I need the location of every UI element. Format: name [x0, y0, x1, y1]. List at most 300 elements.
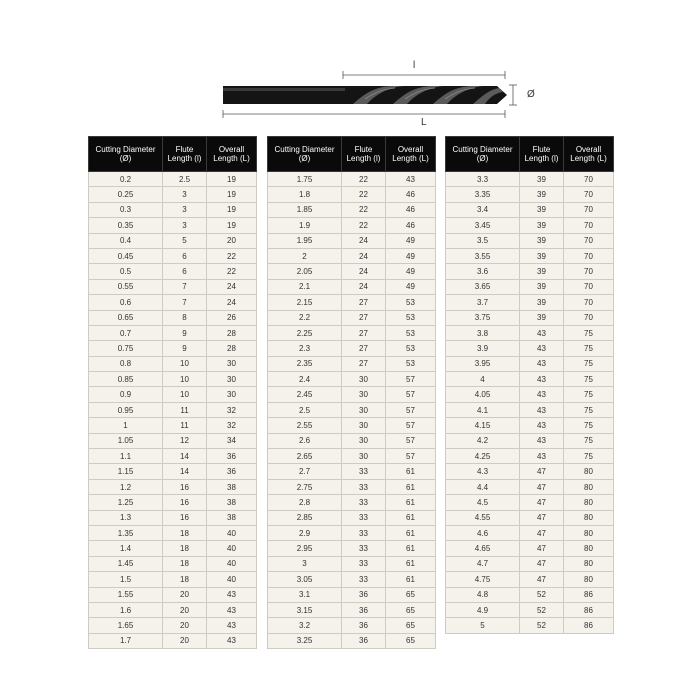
- cell-overall-length: 75: [564, 372, 614, 387]
- cell-overall-length: 43: [207, 587, 257, 602]
- cell-overall-length: 80: [564, 464, 614, 479]
- cell-overall-length: 75: [564, 433, 614, 448]
- cell-cutting-diameter: 0.4: [89, 233, 163, 248]
- table-row: [89, 479, 257, 494]
- header-overall-length: Overall Length (L): [564, 137, 614, 172]
- table-row: [268, 356, 436, 371]
- cell-flute-length: 33: [342, 525, 386, 540]
- cell-overall-length: 36: [207, 464, 257, 479]
- cell-cutting-diameter: 4.55: [446, 510, 520, 525]
- cell-cutting-diameter: 2.1: [268, 279, 342, 294]
- cell-overall-length: 65: [386, 633, 436, 648]
- cell-overall-length: 70: [564, 295, 614, 310]
- table-row: [446, 556, 614, 571]
- cell-overall-length: 46: [386, 218, 436, 233]
- cell-flute-length: 36: [342, 618, 386, 633]
- cell-cutting-diameter: 2.8: [268, 495, 342, 510]
- cell-overall-length: 57: [386, 449, 436, 464]
- cell-flute-length: 33: [342, 572, 386, 587]
- cell-overall-length: 57: [386, 402, 436, 417]
- cell-cutting-diameter: 0.3: [89, 202, 163, 217]
- cell-cutting-diameter: 4.2: [446, 433, 520, 448]
- cell-flute-length: 18: [163, 556, 207, 571]
- cell-flute-length: 30: [342, 449, 386, 464]
- cell-overall-length: 57: [386, 433, 436, 448]
- cell-flute-length: 18: [163, 541, 207, 556]
- cell-cutting-diameter: 4.4: [446, 479, 520, 494]
- cell-cutting-diameter: 0.8: [89, 356, 163, 371]
- table-row: [446, 341, 614, 356]
- table-row: [89, 279, 257, 294]
- table-row: [446, 433, 614, 448]
- cell-flute-length: 3: [163, 202, 207, 217]
- cell-overall-length: 70: [564, 310, 614, 325]
- table-row: [89, 556, 257, 571]
- table-row: [268, 433, 436, 448]
- table-row: [89, 510, 257, 525]
- cell-overall-length: 34: [207, 433, 257, 448]
- cell-cutting-diameter: 0.9: [89, 387, 163, 402]
- cell-overall-length: 61: [386, 525, 436, 540]
- cell-cutting-diameter: 1.75: [268, 172, 342, 187]
- cell-cutting-diameter: 1.85: [268, 202, 342, 217]
- cell-flute-length: 27: [342, 295, 386, 310]
- table-row: [446, 541, 614, 556]
- cell-flute-length: 43: [520, 372, 564, 387]
- cell-cutting-diameter: 4.9: [446, 602, 520, 617]
- table-row: [446, 587, 614, 602]
- cell-cutting-diameter: 1.45: [89, 556, 163, 571]
- cell-cutting-diameter: 0.35: [89, 218, 163, 233]
- cell-flute-length: 3: [163, 187, 207, 202]
- cell-cutting-diameter: 1.4: [89, 541, 163, 556]
- cell-overall-length: 75: [564, 387, 614, 402]
- cell-cutting-diameter: 2: [268, 248, 342, 263]
- cell-flute-length: 33: [342, 495, 386, 510]
- cell-cutting-diameter: 1.55: [89, 587, 163, 602]
- table-row: [446, 418, 614, 433]
- cell-flute-length: 6: [163, 248, 207, 263]
- cell-overall-length: 57: [386, 372, 436, 387]
- cell-overall-length: 61: [386, 510, 436, 525]
- cell-cutting-diameter: 2.55: [268, 418, 342, 433]
- cell-flute-length: 52: [520, 587, 564, 602]
- cell-overall-length: 86: [564, 618, 614, 633]
- cell-flute-length: 33: [342, 556, 386, 571]
- cell-cutting-diameter: 5: [446, 618, 520, 633]
- table-row: [446, 618, 614, 633]
- cell-cutting-diameter: 0.85: [89, 372, 163, 387]
- cell-cutting-diameter: 3.1: [268, 587, 342, 602]
- cell-flute-length: 27: [342, 325, 386, 340]
- table-row: [446, 372, 614, 387]
- table-row: [268, 449, 436, 464]
- table-row: [89, 387, 257, 402]
- cell-cutting-diameter: 0.45: [89, 248, 163, 263]
- cell-flute-length: 47: [520, 510, 564, 525]
- cell-overall-length: 53: [386, 356, 436, 371]
- table-row: [446, 187, 614, 202]
- cell-cutting-diameter: 3.7: [446, 295, 520, 310]
- cell-flute-length: 22: [342, 218, 386, 233]
- cell-overall-length: 65: [386, 618, 436, 633]
- cell-cutting-diameter: 2.25: [268, 325, 342, 340]
- table-body: [268, 172, 436, 649]
- cell-overall-length: 75: [564, 341, 614, 356]
- cell-flute-length: 22: [342, 172, 386, 187]
- cell-flute-length: 20: [163, 602, 207, 617]
- cell-overall-length: 57: [386, 387, 436, 402]
- cell-flute-length: 47: [520, 556, 564, 571]
- table-row: [89, 248, 257, 263]
- cell-flute-length: 24: [342, 264, 386, 279]
- cell-overall-length: 43: [207, 633, 257, 648]
- cell-flute-length: 39: [520, 279, 564, 294]
- cell-overall-length: 80: [564, 556, 614, 571]
- table-row: [89, 372, 257, 387]
- cell-cutting-diameter: 0.7: [89, 325, 163, 340]
- cell-flute-length: 10: [163, 387, 207, 402]
- cell-cutting-diameter: 4: [446, 372, 520, 387]
- table-row: [268, 233, 436, 248]
- table-row: [268, 418, 436, 433]
- cell-cutting-diameter: 3.15: [268, 602, 342, 617]
- table-row: [89, 541, 257, 556]
- cell-cutting-diameter: 1.7: [89, 633, 163, 648]
- cell-flute-length: 7: [163, 295, 207, 310]
- cell-cutting-diameter: 2.85: [268, 510, 342, 525]
- cell-cutting-diameter: 4.25: [446, 449, 520, 464]
- table-row: [89, 325, 257, 340]
- cell-overall-length: 70: [564, 279, 614, 294]
- table-row: [446, 202, 614, 217]
- cell-cutting-diameter: 3.8: [446, 325, 520, 340]
- header-cutting-diameter: Cutting Diameter (Ø): [268, 137, 342, 172]
- cell-cutting-diameter: 2.75: [268, 479, 342, 494]
- cell-flute-length: 10: [163, 356, 207, 371]
- cell-flute-length: 52: [520, 618, 564, 633]
- table-row: [89, 172, 257, 187]
- table-body: [446, 172, 614, 634]
- cell-flute-length: 9: [163, 325, 207, 340]
- cell-flute-length: 16: [163, 495, 207, 510]
- cell-cutting-diameter: 4.15: [446, 418, 520, 433]
- cell-cutting-diameter: 1.2: [89, 479, 163, 494]
- cell-flute-length: 27: [342, 356, 386, 371]
- cell-flute-length: 39: [520, 202, 564, 217]
- table-row: [446, 572, 614, 587]
- drill-bit-diagram: [215, 55, 545, 130]
- cell-flute-length: 18: [163, 572, 207, 587]
- table-row: [89, 218, 257, 233]
- table-row: [268, 618, 436, 633]
- cell-flute-length: 39: [520, 218, 564, 233]
- table-row: [268, 202, 436, 217]
- cell-cutting-diameter: 0.5: [89, 264, 163, 279]
- table-row: [89, 402, 257, 417]
- cell-cutting-diameter: 3: [268, 556, 342, 571]
- header-cutting-diameter: Cutting Diameter (Ø): [446, 137, 520, 172]
- cell-overall-length: 43: [207, 602, 257, 617]
- cell-overall-length: 24: [207, 279, 257, 294]
- header-overall-length: Overall Length (L): [207, 137, 257, 172]
- cell-flute-length: 33: [342, 464, 386, 479]
- table-row: [446, 602, 614, 617]
- header-cutting-diameter: Cutting Diameter (Ø): [89, 137, 163, 172]
- cell-flute-length: 20: [163, 618, 207, 633]
- table-header-row: [446, 137, 614, 172]
- table-row: [268, 541, 436, 556]
- header-flute-length: Flute Length (l): [520, 137, 564, 172]
- cell-cutting-diameter: 3.9: [446, 341, 520, 356]
- cell-flute-length: 39: [520, 295, 564, 310]
- cell-flute-length: 7: [163, 279, 207, 294]
- table-row: [446, 387, 614, 402]
- cell-cutting-diameter: 2.15: [268, 295, 342, 310]
- cell-flute-length: 47: [520, 479, 564, 494]
- table-row: [268, 279, 436, 294]
- cell-flute-length: 47: [520, 541, 564, 556]
- cell-flute-length: 27: [342, 341, 386, 356]
- table-row: [446, 264, 614, 279]
- cell-flute-length: 43: [520, 356, 564, 371]
- cell-flute-length: 14: [163, 464, 207, 479]
- cell-overall-length: 80: [564, 495, 614, 510]
- table-row: [446, 402, 614, 417]
- cell-cutting-diameter: 1.8: [268, 187, 342, 202]
- cell-flute-length: 33: [342, 541, 386, 556]
- cell-flute-length: 22: [342, 187, 386, 202]
- cell-overall-length: 70: [564, 172, 614, 187]
- cell-flute-length: 24: [342, 233, 386, 248]
- cell-cutting-diameter: 0.55: [89, 279, 163, 294]
- cell-overall-length: 70: [564, 233, 614, 248]
- table-row: [268, 248, 436, 263]
- cell-cutting-diameter: 2.7: [268, 464, 342, 479]
- cell-cutting-diameter: 1: [89, 418, 163, 433]
- table-row: [446, 525, 614, 540]
- table-row: [89, 433, 257, 448]
- size-table-3: [445, 136, 614, 634]
- cell-overall-length: 86: [564, 602, 614, 617]
- cell-overall-length: 70: [564, 264, 614, 279]
- cell-overall-length: 38: [207, 510, 257, 525]
- cell-cutting-diameter: 1.15: [89, 464, 163, 479]
- size-table-2: [267, 136, 436, 649]
- cell-cutting-diameter: 1.3: [89, 510, 163, 525]
- cell-cutting-diameter: 2.9: [268, 525, 342, 540]
- cell-cutting-diameter: 3.05: [268, 572, 342, 587]
- cell-flute-length: 11: [163, 402, 207, 417]
- cell-cutting-diameter: 2.05: [268, 264, 342, 279]
- cell-cutting-diameter: 2.3: [268, 341, 342, 356]
- cell-flute-length: 10: [163, 372, 207, 387]
- cell-cutting-diameter: 3.5: [446, 233, 520, 248]
- table-row: [268, 525, 436, 540]
- table-row: [446, 356, 614, 371]
- table-row: [89, 356, 257, 371]
- cell-overall-length: 61: [386, 495, 436, 510]
- cell-flute-length: 43: [520, 418, 564, 433]
- cell-cutting-diameter: 2.65: [268, 449, 342, 464]
- cell-overall-length: 46: [386, 187, 436, 202]
- table-row: [446, 495, 614, 510]
- table-row: [268, 341, 436, 356]
- cell-overall-length: 75: [564, 418, 614, 433]
- cell-cutting-diameter: 4.1: [446, 402, 520, 417]
- table-row: [268, 325, 436, 340]
- cell-cutting-diameter: 4.6: [446, 525, 520, 540]
- table-row: [89, 602, 257, 617]
- cell-cutting-diameter: 1.35: [89, 525, 163, 540]
- cell-overall-length: 53: [386, 341, 436, 356]
- table-row: [89, 341, 257, 356]
- table-row: [268, 372, 436, 387]
- cell-cutting-diameter: 3.6: [446, 264, 520, 279]
- table-row: [89, 187, 257, 202]
- cell-cutting-diameter: 3.95: [446, 356, 520, 371]
- cell-overall-length: 61: [386, 572, 436, 587]
- cell-overall-length: 40: [207, 572, 257, 587]
- cell-flute-length: 43: [520, 402, 564, 417]
- overall-length-label: L: [421, 117, 427, 128]
- cell-overall-length: 53: [386, 310, 436, 325]
- table-row: [89, 495, 257, 510]
- table-row: [89, 572, 257, 587]
- table-row: [446, 325, 614, 340]
- cell-overall-length: 70: [564, 187, 614, 202]
- cell-flute-length: 39: [520, 187, 564, 202]
- cell-flute-length: 20: [163, 633, 207, 648]
- cell-flute-length: 43: [520, 449, 564, 464]
- cell-overall-length: 53: [386, 325, 436, 340]
- table-row: [89, 464, 257, 479]
- cell-flute-length: 47: [520, 525, 564, 540]
- table-row: [89, 264, 257, 279]
- table-row: [268, 495, 436, 510]
- cell-cutting-diameter: 0.2: [89, 172, 163, 187]
- cell-flute-length: 12: [163, 433, 207, 448]
- cell-flute-length: 47: [520, 572, 564, 587]
- table-row: [268, 402, 436, 417]
- table-row: [268, 633, 436, 648]
- table-row: [268, 387, 436, 402]
- cell-overall-length: 32: [207, 402, 257, 417]
- cell-overall-length: 75: [564, 356, 614, 371]
- cell-flute-length: 43: [520, 387, 564, 402]
- cell-overall-length: 70: [564, 218, 614, 233]
- cell-flute-length: 24: [342, 248, 386, 263]
- cell-overall-length: 43: [386, 172, 436, 187]
- cell-cutting-diameter: 3.75: [446, 310, 520, 325]
- table-row: [446, 449, 614, 464]
- cell-overall-length: 80: [564, 525, 614, 540]
- table-row: [268, 556, 436, 571]
- table-row: [89, 449, 257, 464]
- cell-cutting-diameter: 2.5: [268, 402, 342, 417]
- cell-overall-length: 61: [386, 479, 436, 494]
- cell-cutting-diameter: 3.65: [446, 279, 520, 294]
- cell-overall-length: 38: [207, 495, 257, 510]
- cell-flute-length: 43: [520, 325, 564, 340]
- cell-overall-length: 61: [386, 464, 436, 479]
- cell-overall-length: 43: [207, 618, 257, 633]
- cell-flute-length: 36: [342, 602, 386, 617]
- size-table-1: [88, 136, 257, 649]
- table-row: [89, 618, 257, 633]
- cell-flute-length: 47: [520, 495, 564, 510]
- cell-overall-length: 40: [207, 525, 257, 540]
- cell-overall-length: 30: [207, 387, 257, 402]
- table-header-row: [268, 137, 436, 172]
- table-row: [446, 233, 614, 248]
- cell-cutting-diameter: 1.25: [89, 495, 163, 510]
- cell-overall-length: 65: [386, 602, 436, 617]
- cell-flute-length: 5: [163, 233, 207, 248]
- table-row: [446, 279, 614, 294]
- cell-flute-length: 2.5: [163, 172, 207, 187]
- table-row: [89, 202, 257, 217]
- cell-cutting-diameter: 1.5: [89, 572, 163, 587]
- cell-overall-length: 65: [386, 587, 436, 602]
- cell-flute-length: 30: [342, 372, 386, 387]
- cell-overall-length: 19: [207, 172, 257, 187]
- cell-cutting-diameter: 3.45: [446, 218, 520, 233]
- cell-flute-length: 30: [342, 418, 386, 433]
- cell-flute-length: 39: [520, 172, 564, 187]
- cell-overall-length: 49: [386, 248, 436, 263]
- cell-overall-length: 75: [564, 325, 614, 340]
- cell-overall-length: 80: [564, 572, 614, 587]
- cell-cutting-diameter: 2.6: [268, 433, 342, 448]
- cell-overall-length: 80: [564, 479, 614, 494]
- table-row: [268, 172, 436, 187]
- cell-flute-length: 43: [520, 341, 564, 356]
- cell-overall-length: 32: [207, 418, 257, 433]
- cell-flute-length: 22: [342, 202, 386, 217]
- cell-overall-length: 38: [207, 479, 257, 494]
- table-body: [89, 172, 257, 649]
- cell-flute-length: 30: [342, 387, 386, 402]
- cell-overall-length: 28: [207, 325, 257, 340]
- table-row: [268, 187, 436, 202]
- cell-overall-length: 49: [386, 264, 436, 279]
- cell-cutting-diameter: 1.95: [268, 233, 342, 248]
- cell-flute-length: 3: [163, 218, 207, 233]
- cell-flute-length: 39: [520, 264, 564, 279]
- cell-flute-length: 39: [520, 248, 564, 263]
- cell-flute-length: 36: [342, 587, 386, 602]
- cell-cutting-diameter: 2.35: [268, 356, 342, 371]
- header-flute-length: Flute Length (l): [163, 137, 207, 172]
- cell-overall-length: 22: [207, 264, 257, 279]
- cell-cutting-diameter: 3.55: [446, 248, 520, 263]
- table-header-row: [89, 137, 257, 172]
- cell-cutting-diameter: 4.75: [446, 572, 520, 587]
- table-row: [446, 310, 614, 325]
- table-row: [446, 510, 614, 525]
- table-row: [89, 310, 257, 325]
- cell-overall-length: 49: [386, 233, 436, 248]
- cell-cutting-diameter: 1.1: [89, 449, 163, 464]
- cell-cutting-diameter: 0.95: [89, 402, 163, 417]
- cell-overall-length: 70: [564, 202, 614, 217]
- table-row: [268, 479, 436, 494]
- cell-flute-length: 6: [163, 264, 207, 279]
- cell-cutting-diameter: 0.65: [89, 310, 163, 325]
- cell-overall-length: 28: [207, 341, 257, 356]
- cell-overall-length: 30: [207, 372, 257, 387]
